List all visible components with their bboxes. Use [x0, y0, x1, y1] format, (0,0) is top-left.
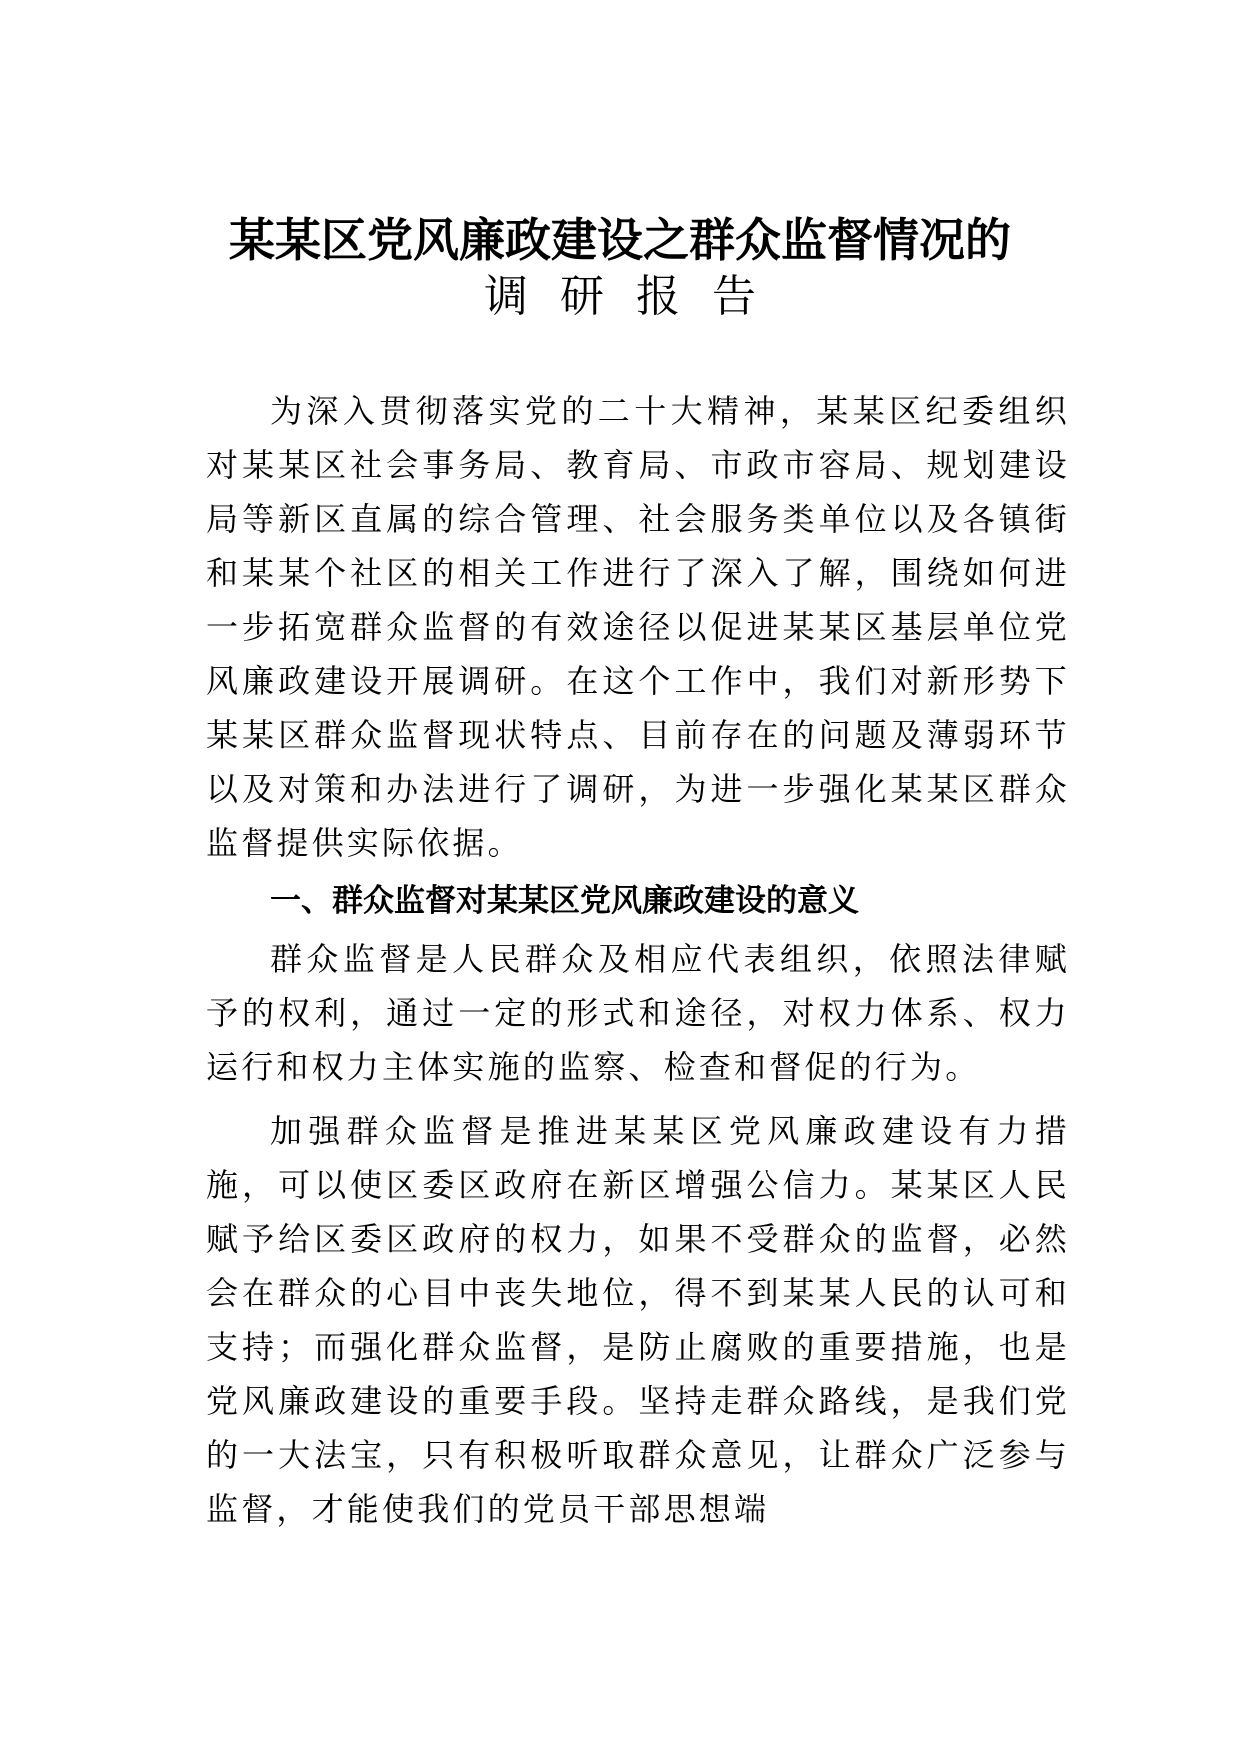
section-1-paragraph-2: 加强群众监督是推进某某区党风廉政建设有力措施，可以使区委区政府在新区增强公信力。某某区人民赋予给区委区政府的权力，如果不受群众的监督，必然会在群众的心目中丧失地位，得不到某某人民的认可和支持；而强化群众监督，是防止腐败的重要措施，也是党风廉政建设的重要手段。坚持走群众路线，是我们党的一大法宝，只有积极听取群众意见，让群众广泛参与监督，才能使我们的党员干部思想端 — [206, 1112, 1070, 1528]
section-1-paragraph-1: 群众监督是人民群众及相应代表组织，依照法律赋予的权利，通过一定的形式和途径，对权力体系、权力运行和权力主体实施的监察、检查和督促的行为。 — [206, 940, 1070, 1086]
section-heading-1: 一、群众监督对某某区党风廉政建设的意义 — [270, 883, 859, 919]
intro-paragraph: 为深入贯彻落实党的二十大精神，某某区纪委组织对某某区社会事务局、教育局、市政市容局、规划建设局等新区直属的综合管理、社会服务类单位以及各镇街和某某个社区的相关工作进行了深入了解，围绕如何进一步拓宽群众监督的有效途径以促进某某区基层单位党风廉政建设开展调研。在这个工作中，我们对新形势下某某区群众监督现状特点、目前存在的问题及薄弱环节以及对策和办法进行了调研，为进一步强化某某区群众监督提供实际依据。 — [206, 392, 1070, 862]
document-body — [206, 384, 1070, 1536]
title-line-1: 某某区党风廉政建设之群众监督情况的 — [229, 213, 1011, 267]
document-title — [0, 212, 1240, 326]
title-line-2: 调研报告 — [484, 271, 788, 322]
